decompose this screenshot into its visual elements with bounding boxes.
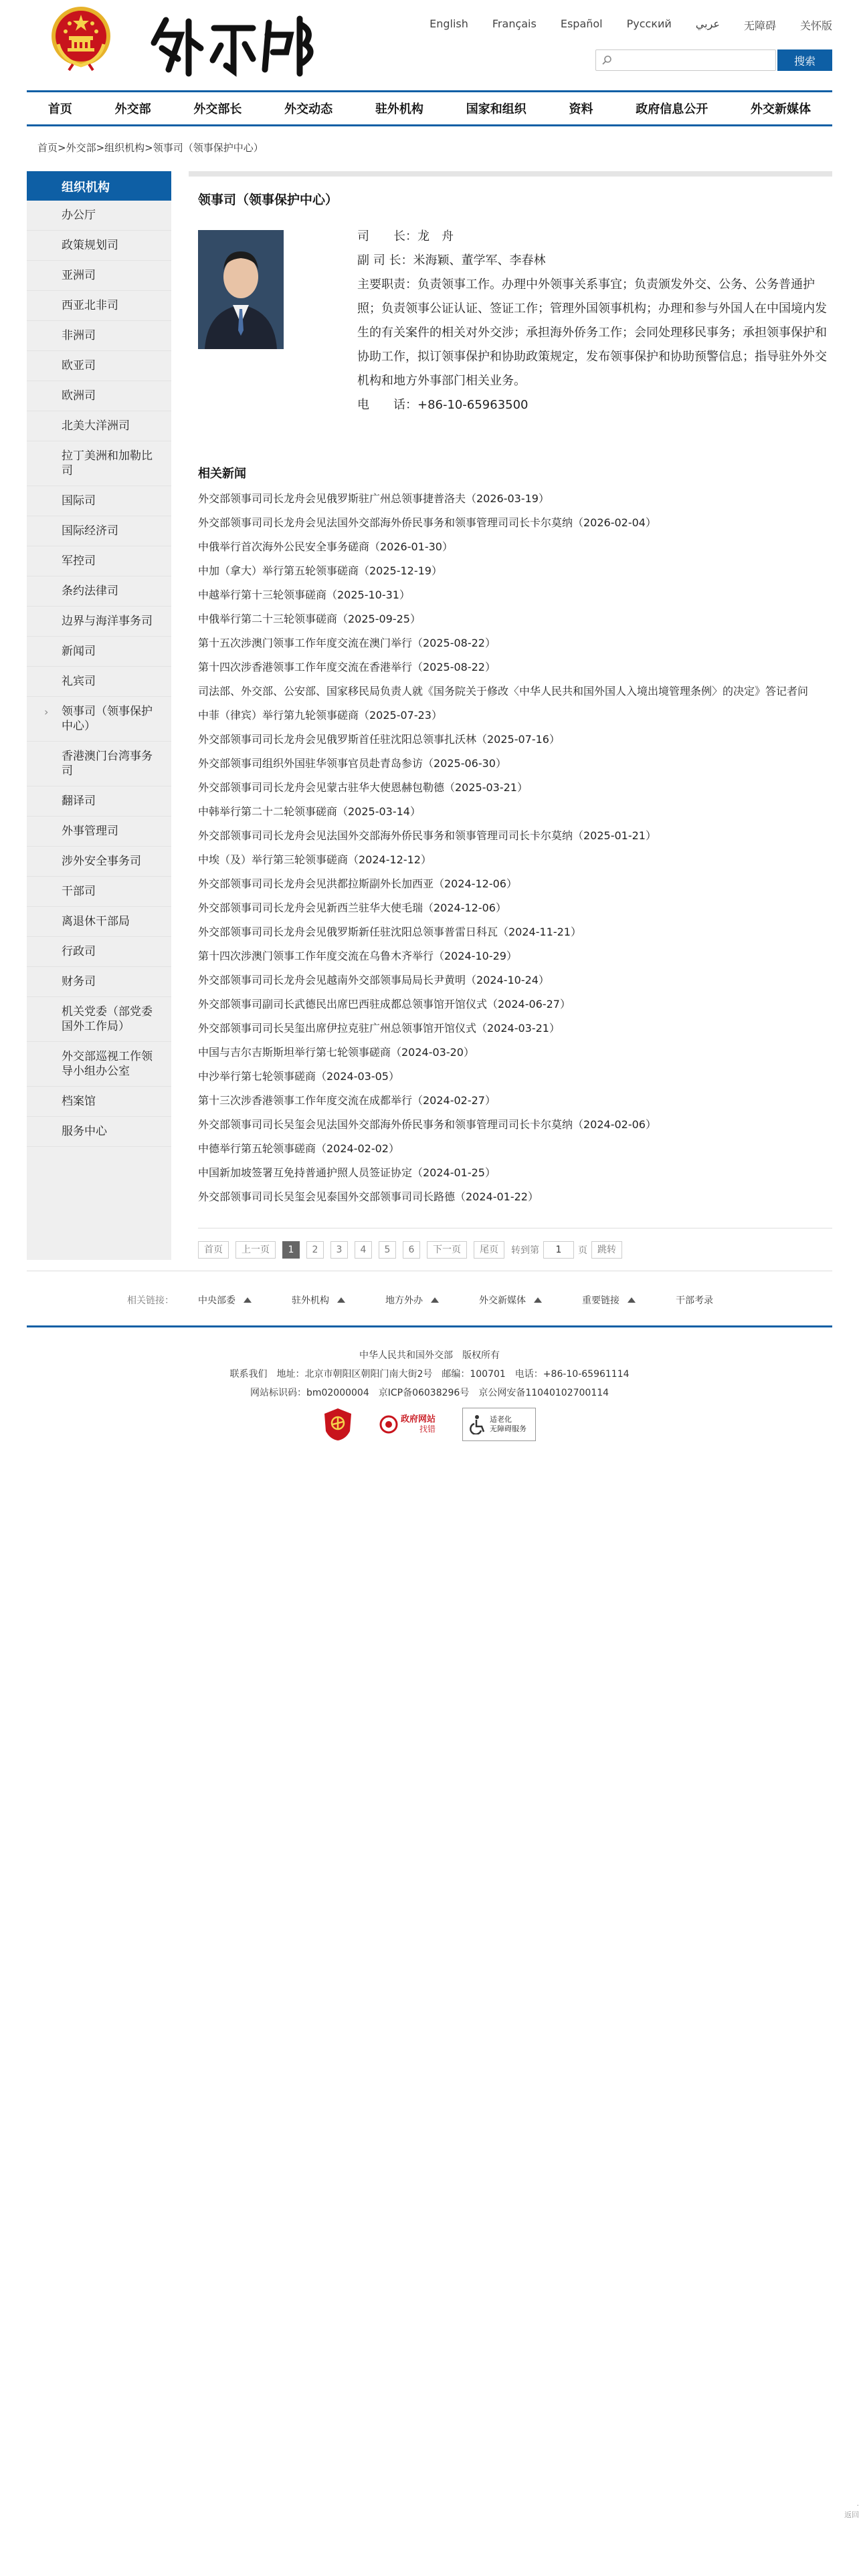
- director-line: 司 长：龙 舟: [357, 229, 454, 243]
- related-links-bar: [27, 1293, 832, 1307]
- sidebar-item[interactable]: 外事管理司: [27, 817, 171, 847]
- footer-contact[interactable]: 联系我们 地址：北京市朝阳区朝阳门南大街2号 邮编：100701 电话：+86-10-65961114: [229, 1369, 630, 1380]
- sidebar-item[interactable]: 礼宾司: [27, 667, 171, 697]
- next-page-button[interactable]: 下一页: [427, 1241, 467, 1259]
- caret-up-icon: [337, 1297, 345, 1303]
- sidebar-item[interactable]: 欧洲司: [27, 381, 171, 411]
- sidebar-item[interactable]: 行政司: [27, 937, 171, 967]
- nav-home[interactable]: 首页: [47, 102, 72, 116]
- sidebar-item[interactable]: 涉外安全事务司: [27, 847, 171, 877]
- link-dropdown-label: 重要链接: [582, 1295, 619, 1306]
- sidebar-item-consular-active[interactable]: › 领事司（领事保护中心）: [27, 697, 171, 742]
- nav-gov-info-disclosure[interactable]: 政府信息公开: [636, 102, 708, 116]
- goto-label: 转到第: [511, 1245, 539, 1256]
- sidebar-item[interactable]: 香港澳门台湾事务司: [27, 742, 171, 786]
- accessibility-badge[interactable]: [462, 1408, 536, 1441]
- search-button[interactable]: 搜索: [777, 49, 832, 71]
- caret-up-icon: [244, 1297, 252, 1303]
- nav-resources[interactable]: 资料: [569, 102, 593, 116]
- gov-site-error-badge[interactable]: [379, 1415, 436, 1434]
- link-dropdown-label: 地方外办: [385, 1295, 423, 1306]
- sidebar-item[interactable]: 亚洲司: [27, 261, 171, 291]
- link-dropdown-important[interactable]: [582, 1293, 636, 1307]
- news-item[interactable]: 外交部领事司司长龙舟会见蒙古驻华大使恩赫包勒德（2025-03-21）: [198, 781, 528, 794]
- related-news-heading: 相关新闻: [198, 467, 246, 481]
- news-item[interactable]: 外交部领事司司长龙舟会见洪都拉斯副外长加西亚（2024-12-06）: [198, 877, 517, 890]
- link-dropdown-ministries[interactable]: [198, 1293, 252, 1307]
- sidebar-item[interactable]: 西亚北非司: [27, 291, 171, 321]
- party-gov-badge-icon[interactable]: [323, 1407, 353, 1442]
- news-item[interactable]: 中加（拿大）举行第五轮领事磋商（2025-12-19）: [198, 564, 442, 577]
- sidebar-item[interactable]: 拉丁美洲和加勒比司: [27, 441, 171, 486]
- gov-site-error-icon: [379, 1415, 398, 1434]
- nav-diplomatic-news[interactable]: 外交动态: [284, 102, 333, 116]
- sidebar-item[interactable]: 北美大洋洲司: [27, 411, 171, 441]
- news-item[interactable]: 中沙举行第七轮领事磋商（2024-03-05）: [198, 1070, 399, 1083]
- footer-blue-divider: [27, 1325, 832, 1327]
- link-dropdown-label: 驻外机构: [292, 1295, 329, 1306]
- gov-site-sub-label: 找错: [419, 1424, 436, 1434]
- sidebar-item[interactable]: 新闻司: [27, 637, 171, 667]
- page-unit-label: 页: [578, 1245, 587, 1256]
- caret-up-icon: [431, 1297, 439, 1303]
- sidebar-item[interactable]: 财务司: [27, 967, 171, 997]
- lang-spanish[interactable]: Español: [560, 17, 603, 30]
- elder-care-link[interactable]: 关怀版: [799, 19, 832, 32]
- gov-site-label: 政府网站: [400, 1414, 436, 1424]
- news-item[interactable]: 第十四次涉香港领事工作年度交流在香港举行（2025-08-22）: [198, 661, 496, 673]
- content-top-divider: [189, 171, 832, 177]
- director-portrait: [198, 230, 284, 349]
- sidebar-item[interactable]: 国际司: [27, 486, 171, 516]
- news-item[interactable]: 第十五次涉澳门领事工作年度交流在澳门举行（2025-08-22）: [198, 637, 496, 649]
- language-switcher: [405, 17, 832, 33]
- news-item[interactable]: 第十四次涉澳门领事工作年度交流在乌鲁木齐举行（2024-10-29）: [198, 950, 517, 962]
- related-links-label: 相关链接：: [127, 1295, 174, 1306]
- news-item[interactable]: 外交部领事司组织外国驻华领事官员赴青岛参访（2025-06-30）: [198, 757, 506, 770]
- caret-up-icon: [628, 1297, 636, 1303]
- prev-page-button[interactable]: 上一页: [235, 1241, 276, 1259]
- nav-new-media[interactable]: 外交新媒体: [751, 102, 811, 116]
- link-dropdown-label: 外交新媒体: [479, 1295, 526, 1306]
- nav-minister[interactable]: 外交部长: [193, 102, 242, 116]
- duties-text: 主要职责：负责领事工作。办理中外领事关系事宜；负责颁发外交、公务、公务普通护照；负责领事公证认证、签证工作；管理外国领事机构；办理和参与外国人在中国境内发生的有关案件的相关对外交涉；承担海外侨务工作；会同处理移民事务；承担领事保护和协助工作，拟订领事保护和协助政策规定，发布领事保护和协助预警信息；指导驻外外交机构和地方外事部门相关业务。: [357, 278, 827, 388]
- link-dropdown-missions[interactable]: [292, 1293, 345, 1307]
- sidebar-item[interactable]: 边界与海洋事务司: [27, 607, 171, 637]
- news-item[interactable]: 外交部领事司司长龙舟会见法国外交部海外侨民事务和领事管理司司长卡尔莫纳（2025-01-21）: [198, 829, 656, 842]
- sidebar-item[interactable]: 干部司: [27, 877, 171, 907]
- lang-arabic[interactable]: عربي: [695, 17, 720, 30]
- nav-ministry[interactable]: 外交部: [114, 102, 151, 116]
- first-page-button[interactable]: 首页: [198, 1241, 229, 1259]
- nav-missions-abroad[interactable]: 驻外机构: [375, 102, 423, 116]
- site-header: [27, 0, 832, 90]
- link-dropdown-new-media[interactable]: [479, 1293, 542, 1307]
- news-item[interactable]: 第十三次涉香港领事工作年度交流在成都举行（2024-02-27）: [198, 1094, 496, 1107]
- page-number-current[interactable]: 1: [282, 1241, 300, 1259]
- page-number[interactable]: 2: [306, 1241, 324, 1259]
- news-item[interactable]: 中国与吉尔吉斯斯坦举行第七轮领事磋商（2024-03-20）: [198, 1046, 474, 1059]
- news-item[interactable]: 中俄举行首次海外公民安全事务磋商（2026-01-30）: [198, 540, 453, 553]
- nav-countries-organizations[interactable]: 国家和组织: [466, 102, 527, 116]
- sidebar-item[interactable]: 政策规划司: [27, 231, 171, 261]
- main-nav: [27, 90, 832, 126]
- sidebar-item[interactable]: 条约法律司: [27, 576, 171, 607]
- sidebar-item[interactable]: 服务中心: [27, 1117, 171, 1147]
- link-dropdown-label: 中央部委: [198, 1295, 235, 1306]
- pagination: [198, 1241, 629, 1259]
- sidebar-item[interactable]: 机关党委（部党委国外工作局）: [27, 997, 171, 1042]
- sidebar: [27, 171, 171, 1260]
- news-item[interactable]: 中韩举行第二十二轮领事磋商（2025-03-14）: [198, 805, 421, 818]
- search-box: [595, 49, 776, 71]
- page-number[interactable]: 6: [403, 1241, 420, 1259]
- sidebar-heading: 组织机构: [27, 171, 171, 201]
- news-item[interactable]: 外交部领事司司长龙舟会见俄罗斯驻广州总领事捷普洛夫（2026-03-19）: [198, 492, 549, 505]
- news-item[interactable]: 外交部领事司司长吴玺出席伊拉克驻广州总领事馆开馆仪式（2024-03-21）: [198, 1022, 560, 1035]
- news-item[interactable]: 中越举行第十三轮领事磋商（2025-10-31）: [198, 588, 410, 601]
- corner-dot: ·: [856, 2501, 859, 2510]
- lang-english[interactable]: English: [430, 17, 468, 30]
- search-icon: [601, 55, 612, 66]
- page-title: 领事司（领事保护中心）: [198, 193, 339, 207]
- news-item[interactable]: 外交部领事司司长吴玺会见泰国外交部领事司司长路德（2024-01-22）: [198, 1190, 539, 1203]
- page-number[interactable]: 4: [355, 1241, 372, 1259]
- sidebar-item[interactable]: 非洲司: [27, 321, 171, 351]
- news-item[interactable]: 外交部领事司副司长武德民出席巴西驻成都总领事馆开馆仪式（2024-06-27）: [198, 998, 571, 1010]
- sidebar-item[interactable]: 办公厅: [27, 201, 171, 231]
- news-item[interactable]: 外交部领事司司长吴玺会见法国外交部海外侨民事务和领事管理司司长卡尔莫纳（2024-02-06）: [198, 1118, 656, 1131]
- accessibility-label-1: 适老化: [490, 1415, 512, 1424]
- news-item[interactable]: 外交部领事司司长龙舟会见俄罗斯新任驻沈阳总领事普雷日科瓦（2024-11-21）: [198, 926, 581, 938]
- news-item[interactable]: 外交部领事司司长龙舟会见新西兰驻华大使毛瑞（2024-12-06）: [198, 901, 506, 914]
- news-item[interactable]: 中俄举行第二十三轮领事磋商（2025-09-25）: [198, 613, 421, 625]
- sidebar-item[interactable]: 翻译司: [27, 786, 171, 817]
- link-dropdown-local-fao[interactable]: [385, 1293, 439, 1307]
- news-item[interactable]: 中德举行第五轮领事磋商（2024-02-02）: [198, 1142, 399, 1155]
- search-input[interactable]: [596, 50, 775, 70]
- accessibility-link[interactable]: 无障碍: [743, 19, 776, 32]
- deputy-directors-line: 副 司 长：米海颖、董学军、李春林: [357, 253, 546, 267]
- news-item[interactable]: 外交部领事司司长龙舟会见法国外交部海外侨民事务和领事管理司司长卡尔莫纳（2026-02-04）: [198, 516, 656, 529]
- national-emblem-icon[interactable]: [49, 4, 113, 71]
- back-to-top-link[interactable]: [844, 2501, 859, 2520]
- link-dropdown-label: 干部考录: [676, 1295, 713, 1306]
- sidebar-item[interactable]: 军控司: [27, 546, 171, 576]
- sidebar-item[interactable]: 欧亚司: [27, 351, 171, 381]
- footer-copyright: 中华人民共和国外交部 版权所有: [359, 1350, 500, 1361]
- phone-line: 电 话：+86-10-65963500: [357, 398, 529, 412]
- back-to-top-label: 返回: [844, 2510, 859, 2519]
- sidebar-item[interactable]: 档案馆: [27, 1087, 171, 1117]
- accessibility-label-2: 无障碍服务: [490, 1424, 527, 1433]
- news-item[interactable]: 外交部领事司司长龙舟会见俄罗斯首任驻沈阳总领事扎沃林（2025-07-16）: [198, 733, 560, 746]
- lang-french[interactable]: Français: [492, 17, 537, 30]
- sidebar-item[interactable]: 离退休干部局: [27, 907, 171, 937]
- news-item[interactable]: 中菲（律宾）举行第九轮领事磋商（2025-07-23）: [198, 709, 442, 722]
- breadcrumb[interactable]: 首页>外交部>组织机构>领事司（领事保护中心）: [37, 142, 264, 154]
- link-recruitment[interactable]: [676, 1293, 713, 1307]
- footer-ids[interactable]: 网站标识码：bm02000004 京ICP备06038296号 京公网安备11040102700114: [250, 1388, 609, 1398]
- related-news-list: [198, 487, 832, 1209]
- wheelchair-icon: [468, 1414, 486, 1434]
- caret-up-icon: [534, 1297, 542, 1303]
- sidebar-item[interactable]: 外交部巡视工作领导小组办公室: [27, 1042, 171, 1087]
- news-item[interactable]: 中国新加坡签署互免持普通护照人员签证协定（2024-01-25）: [198, 1166, 496, 1179]
- page-number[interactable]: 3: [330, 1241, 348, 1259]
- news-item[interactable]: 司法部、外交部、公安部、国家移民局负责人就《国务院关于修改〈中华人民共和国外国人入境出境管理条例〉的决定》答记者问: [198, 685, 809, 697]
- page-number[interactable]: 5: [379, 1241, 396, 1259]
- news-item[interactable]: 外交部领事司司长龙舟会见越南外交部领事局局长尹黄明（2024-10-24）: [198, 974, 549, 986]
- footer-badges: [27, 1407, 832, 1442]
- department-info: [357, 225, 828, 417]
- sidebar-item[interactable]: 国际经济司: [27, 516, 171, 546]
- news-item[interactable]: 中埃（及）举行第三轮领事磋商（2024-12-12）: [198, 853, 432, 866]
- jump-button[interactable]: 跳转: [591, 1241, 622, 1259]
- ministry-calligraphy-logo: [139, 8, 320, 80]
- last-page-button[interactable]: 尾页: [474, 1241, 504, 1259]
- goto-page-input[interactable]: [543, 1241, 574, 1259]
- lang-russian[interactable]: Русский: [626, 17, 672, 30]
